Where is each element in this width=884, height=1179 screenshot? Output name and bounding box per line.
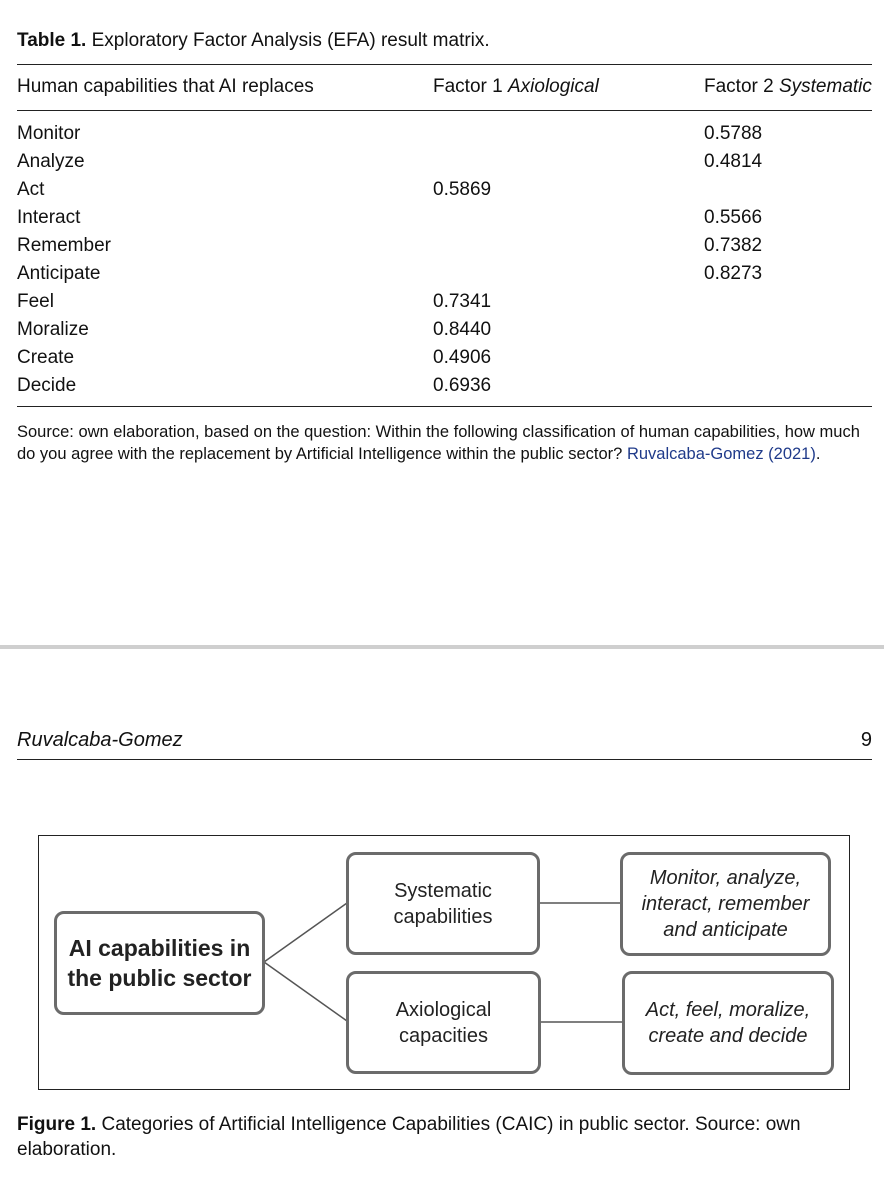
row-capability: Interact [17, 207, 81, 228]
table-label: Table 1. [17, 30, 87, 51]
header-factor1-prefix: Factor 1 [433, 76, 503, 97]
row-factor2-loading: 0.5566 [704, 207, 763, 228]
node-systematic-items: Monitor, analyze, interact, remember and anticipate [620, 852, 831, 956]
row-capability: Remember [17, 235, 111, 256]
source-reference-link[interactable]: Ruvalcaba-Gomez (2021) [626, 445, 816, 463]
row-capability: Monitor [17, 123, 81, 144]
row-capability: Anticipate [17, 263, 101, 284]
source-text: Source: own elaboration, based on the question: Within the following classification of human capabilities, how much do you agree with the replacement by Artificial Intelligence within the public sector? [17, 423, 860, 463]
row-factor1-loading: 0.4906 [433, 347, 492, 368]
header-factor1-name: Axiological [507, 76, 599, 97]
header-capabilities: Human capabilities that AI replaces [17, 76, 314, 97]
node-ai-capabilities: AI capabilities in the public sector [54, 911, 265, 1015]
running-head: Ruvalcaba-Gomez [17, 729, 183, 751]
table-title: Exploratory Factor Analysis (EFA) result matrix. [91, 30, 490, 51]
row-factor2-loading: 0.4814 [704, 151, 763, 172]
figure-caption [17, 1112, 877, 1162]
connector-main-axiological [264, 962, 347, 1021]
node-systematic-capabilities: Systematic capabilities [346, 852, 540, 955]
figure-label: Figure 1. [17, 1114, 97, 1135]
figure-caption-text: Categories of Artificial Intelligence Capabilities (CAIC) in public sector. Source: own elaboration. [17, 1114, 801, 1160]
row-factor2-loading: 0.8273 [704, 263, 763, 284]
row-factor2-loading: 0.7382 [704, 235, 763, 256]
row-factor1-loading: 0.8440 [433, 319, 492, 340]
row-capability: Create [17, 347, 75, 368]
connector-main-systematic [264, 903, 347, 962]
node-axiological-capacities: Axiological capacities [346, 971, 541, 1074]
header-factor2-name: Systematic [778, 76, 872, 97]
row-capability: Decide [17, 375, 77, 396]
row-capability: Act [17, 179, 45, 200]
row-capability: Moralize [17, 319, 89, 340]
row-capability: Analyze [17, 151, 85, 172]
row-capability: Feel [17, 291, 54, 312]
page-number: 9 [860, 729, 872, 751]
source-end: . [815, 445, 821, 463]
header-factor2-prefix: Factor 2 [704, 76, 774, 97]
row-factor2-loading: 0.5788 [704, 123, 763, 144]
row-factor1-loading: 0.6936 [433, 375, 492, 396]
row-factor1-loading: 0.5869 [433, 179, 492, 200]
row-factor1-loading: 0.7341 [433, 291, 492, 312]
node-axiological-items: Act, feel, moralize, create and decide [622, 971, 834, 1075]
